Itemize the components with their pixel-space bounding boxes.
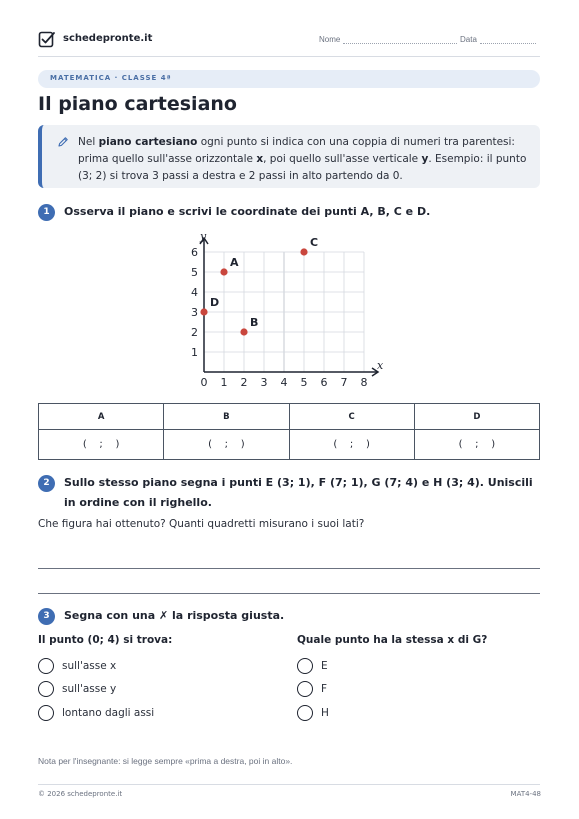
page-header [38,28,540,52]
question-2-text: Sullo stesso piano segna i punti E (3; 1), F (7; 1), G (7; 4) e H (3; 4). Uniscili in ordine con il righello. [64,476,533,509]
intro-box [38,125,540,188]
brand-name: schedepronte.it [63,33,153,44]
answer-cell-c[interactable]: ( ; ) [289,430,414,460]
x-tick-label: 7 [340,376,348,389]
answer-table [38,403,540,460]
radio-circle[interactable] [297,681,313,697]
header-divider [38,56,540,57]
x-tick-label: 3 [260,376,268,389]
option-label: H [321,707,329,719]
cartesian-plane [180,228,400,393]
x-tick-label: 0 [200,376,208,389]
answer-header-a: A [39,404,164,430]
point-label-b: B [250,316,259,329]
x-tick-label: 5 [300,376,308,389]
footer-code: MAT4-48 [510,790,541,798]
name-field[interactable] [319,35,457,44]
radio-circle[interactable] [38,681,54,697]
answer-cell-a[interactable]: ( ; ) [39,430,164,460]
option-label: sull'asse y [62,683,117,695]
point-d [200,308,207,315]
left-question: Il punto (0; 4) si trova: [38,634,173,646]
option-label: lontano dagli assi [62,707,155,719]
pencil-icon [57,136,69,148]
question-3-number: 3 [38,608,55,625]
checklist-logo-icon [38,30,56,48]
teacher-note: Nota per l'insegnante: si legge sempre «prima a destra, poi in alto». [38,756,293,766]
answer-header-b: B [164,404,289,430]
subject-kicker: MATEMATICA · CLASSE 4ª [50,74,172,82]
radio-circle[interactable] [38,658,54,674]
y-tick-label: 1 [191,346,198,359]
radio-circle[interactable] [297,658,313,674]
option-label: F [321,683,328,695]
date-label: Data [460,35,477,44]
x-tick-label: 8 [360,376,368,389]
x-tick-label: 4 [280,376,288,389]
answer-cell-d[interactable]: ( ; ) [414,430,539,460]
point-c [300,248,307,255]
name-label: Nome [319,35,341,44]
answer-header-d: D [414,404,539,430]
footer-copyright: © 2026 schedepronte.it [38,790,123,798]
option-label: sull'asse x [62,660,117,672]
point-label-c: C [310,236,319,249]
question-2-number: 2 [38,475,55,492]
y-tick-label: 5 [191,266,198,279]
y-tick-label: 3 [191,306,198,319]
subject-bar [38,70,540,88]
point-label-d: D [210,296,220,309]
point-a [220,268,227,275]
question-3-text: Segna con una ✗ la risposta giusta. [64,609,285,622]
footer-divider [38,784,540,785]
answer-header-c: C [289,404,414,430]
y-tick-label: 6 [191,246,198,259]
option-label: E [321,660,328,672]
date-field[interactable] [460,35,536,44]
right-question: Quale punto ha la stessa x di G? [297,634,488,646]
question-1-text: Osserva il piano e scrivi le coordinate dei punti A, B, C e D. [64,205,431,218]
point-b [240,328,247,335]
answer-line-1[interactable] [38,568,540,569]
question-2-subquestion: Che figura hai ottenuto? Quanti quadretti misurano i suoi lati? [38,518,365,530]
radio-circle[interactable] [297,705,313,721]
page-title: Il piano cartesiano [38,93,237,115]
intro-text: Nel piano cartesiano ogni punto si indica con una coppia di numeri tra parentesi: prima quello sull'asse orizzontale x, poi quello sull'asse verticale y. Esempio: il punto (3; 2) si trova 3 passi a destra e 2 passi in alto partendo da 0. [78,136,527,182]
answer-cell-b[interactable]: ( ; ) [164,430,289,460]
question-1-number: 1 [38,204,55,221]
point-label-a: A [230,256,239,269]
x-tick-label: 6 [320,376,328,389]
x-tick-label: 1 [220,376,228,389]
answer-line-2[interactable] [38,593,540,594]
x-axis-label: x [377,359,384,372]
y-tick-label: 4 [191,286,198,299]
y-tick-label: 2 [191,326,198,339]
x-tick-label: 2 [240,376,248,389]
y-axis-label: y [200,230,207,243]
radio-circle[interactable] [38,705,54,721]
